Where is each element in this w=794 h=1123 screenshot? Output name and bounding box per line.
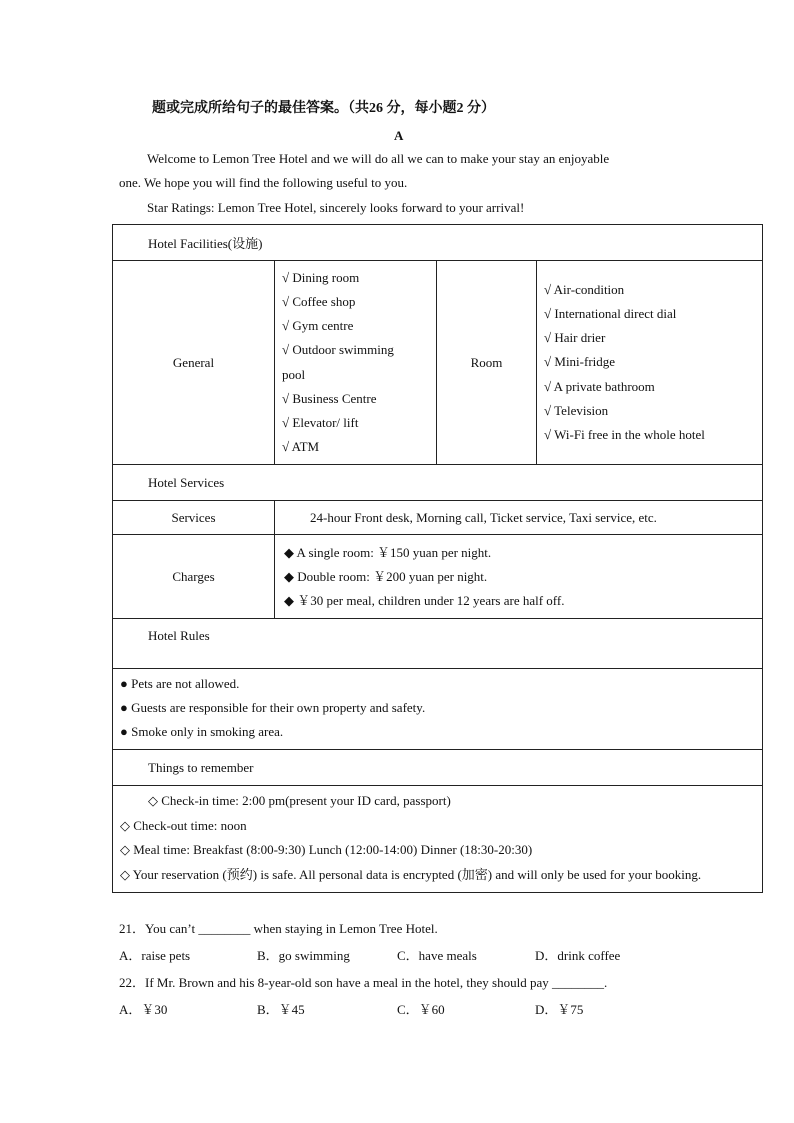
facilities-title: Hotel Facilities(设施) <box>113 225 763 261</box>
services-label: Services <box>113 501 275 535</box>
remember-title: Things to remember <box>113 750 763 786</box>
list-item: √ Television <box>544 402 609 418</box>
services-text: 24-hour Front desk, Morning call, Ticket service, Taxi service, etc. <box>275 501 763 535</box>
question-21-option-d: D．drink coffee <box>535 948 621 963</box>
list-item: √ Mini-fridge <box>544 354 616 370</box>
question-22-option-d: D．￥75 <box>535 1002 584 1017</box>
list-item: ◆ ￥30 per meal, children under 12 years are half off. <box>284 592 565 608</box>
charges-list <box>275 535 763 619</box>
list-item: √ International direct dial <box>544 305 677 321</box>
general-list <box>275 261 437 465</box>
section-heading: 题或完成所给句子的最佳答案。（共26 分，每小题2 分） <box>152 101 495 116</box>
list-item: ● Pets are not allowed. <box>120 676 240 691</box>
intro-line-2: one. We hope you will find the following useful to you. <box>119 175 408 190</box>
list-item: pool <box>282 366 306 382</box>
list-item: √ ATM <box>282 439 320 455</box>
rules-title: Hotel Rules <box>113 619 763 669</box>
list-item: √ Wi-Fi free in the whole hotel <box>544 427 705 442</box>
charges-label: Charges <box>113 535 275 619</box>
hotel-info-table <box>112 224 763 893</box>
general-label: General <box>113 261 275 465</box>
list-item: ● Guests are responsible for their own property and safety. <box>120 700 426 715</box>
question-22-option-c: C．￥60 <box>397 1002 445 1017</box>
list-item: ◇ Check-out time: noon <box>120 817 247 833</box>
list-item: √ Elevator/ lift <box>282 414 359 430</box>
question-21-option-a: A．raise pets <box>119 948 191 963</box>
list-item: ◇ Your reservation (预约) is safe. All personal data is encrypted (加密) and will only be used for your booking. <box>120 866 702 882</box>
question-21-stem: 21．You can’t ________ when staying in Lemon Tree Hotel. <box>119 921 438 936</box>
question-22-option-b: B．￥45 <box>257 1002 305 1017</box>
services-title: Hotel Services <box>113 465 763 501</box>
room-list <box>537 261 763 465</box>
rules-list <box>113 669 763 750</box>
question-21-option-c: C．have meals <box>397 948 477 963</box>
remember-list <box>113 786 763 893</box>
question-22-option-a: A．￥30 <box>119 1002 168 1017</box>
list-item: ◆ Double room: ￥200 yuan per night. <box>284 568 488 584</box>
list-item: √ Air-condition <box>544 281 625 297</box>
intro-line-1: Welcome to Lemon Tree Hotel and we will do all we can to make your stay an enjoyable <box>147 151 610 166</box>
list-item: √ A private bathroom <box>544 378 655 394</box>
question-22-stem: 22．If Mr. Brown and his 8-year-old son have a meal in the hotel, they should pay ________. <box>119 975 608 990</box>
intro-line-3: Star Ratings: Lemon Tree Hotel, sincerely looks forward to your arrival! <box>147 200 525 215</box>
list-item: ◆ A single room: ￥150 yuan per night. <box>284 544 492 560</box>
room-label: Room <box>437 261 537 465</box>
list-item: √ Business Centre <box>282 390 377 406</box>
list-item: √ Coffee shop <box>282 293 356 309</box>
list-item: √ Outdoor swimming <box>282 342 394 358</box>
list-item: ● Smoke only in smoking area. <box>120 724 284 739</box>
list-item: √ Dining room <box>282 269 360 285</box>
list-item: √ Gym centre <box>282 318 354 334</box>
passage-label: A <box>394 128 404 143</box>
list-item: ◇ Check-in time: 2:00 pm(present your ID card, passport) <box>148 793 451 808</box>
list-item: ◇ Meal time: Breakfast (8:00-9:30) Lunch (12:00-14:00) Dinner (18:30-20:30) <box>120 842 533 857</box>
question-21-option-b: B．go swimming <box>257 948 350 963</box>
list-item: √ Hair drier <box>544 330 606 346</box>
